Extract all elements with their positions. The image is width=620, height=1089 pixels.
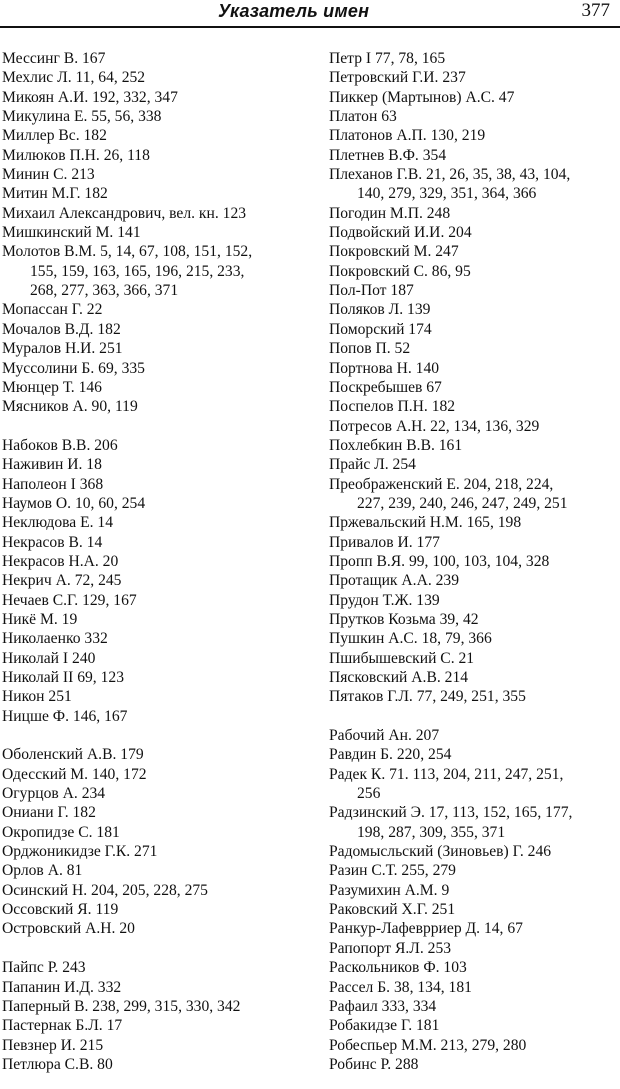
index-entry-continuation: 227, 239, 240, 246, 247, 249, 251 [357,494,568,512]
index-entry-line: Пржевальский Н.М. 165, 198 [329,514,522,532]
index-entry [329,765,619,804]
index-entry [2,1055,302,1074]
index-entry [2,165,302,184]
index-entry [329,262,619,281]
index-entry-line: Привалов И. 177 [329,533,440,551]
index-entry [2,687,302,706]
index-entry-line: Робакидзе Г. 181 [329,1017,440,1035]
index-entry-line: Наполеон I 368 [2,475,104,493]
index-column-right [329,49,619,1074]
index-entry-line: Поморский 174 [329,320,432,338]
index-entry-line: Набоков В.В. 206 [2,436,118,454]
index-entry-line: Разумихин А.М. 9 [329,881,450,899]
index-entry [329,1016,619,1035]
index-entry [2,881,302,900]
index-entry [329,668,619,687]
index-entry-line: Преображенский Е. 204, 218, 224, [329,475,554,493]
index-entry-line: Нечаев С.Г. 129, 167 [2,591,137,609]
index-entry [329,591,619,610]
index-entry-line: Поляков Л. 139 [329,301,431,319]
index-entry-line: Орлов А. 81 [2,862,83,880]
index-entry-line: Пшибышевский С. 21 [329,649,475,667]
index-entry [329,610,619,629]
index-entry [329,417,619,436]
index-entry-line: Рабочий Ан. 207 [329,727,440,745]
index-entry-line: Пайпс Р. 243 [2,959,86,977]
index-entry [2,784,302,803]
index-entry [2,919,302,938]
index-entry [2,842,302,861]
index-entry-line: Оболенский А.В. 179 [2,746,144,764]
index-entry-line: Пропп В.Я. 99, 100, 103, 104, 328 [329,552,550,570]
index-entry [329,223,619,242]
index-entry-line: Пушкин А.С. 18, 79, 366 [329,630,492,648]
index-entry [329,49,619,68]
index-entry-line: Раковский Х.Г. 251 [329,901,456,919]
index-entry-line: Папанин И.Д. 332 [2,978,122,996]
index-column-left [2,49,302,1074]
index-entry [329,320,619,339]
index-entry-line: Мочалов В.Д. 182 [2,320,121,338]
index-entry-line: Мишкинский М. 141 [2,224,141,242]
index-entry [329,242,619,261]
index-entry [329,455,619,474]
index-entry-line: Мопассан Г. 22 [2,301,103,319]
index-entry [2,146,302,165]
index-entry-line: Михаил Александрович, вел. кн. 123 [2,204,247,222]
index-entry-line: Разин С.Т. 255, 279 [329,862,456,880]
index-entry [2,242,302,300]
index-entry [329,204,619,223]
index-entry [2,1016,302,1035]
index-entry [329,939,619,958]
index-entry-line: Неклюдова Е. 14 [2,514,114,532]
index-entry [329,513,619,532]
index-entry [2,107,302,126]
letter-group-gap [2,726,302,745]
index-entry-line: Муралов Н.И. 251 [2,340,123,358]
index-entry [329,726,619,745]
index-entry-line: Портнова Н. 140 [329,359,440,377]
index-entry [2,49,302,68]
index-entry [329,436,619,455]
index-entry [329,1036,619,1055]
index-entry [2,88,302,107]
index-entry [2,978,302,997]
index-entry-line: Митин М.Г. 182 [2,185,108,203]
running-head [0,0,620,34]
index-entry-line: Покровский С. 86, 95 [329,262,471,280]
index-entry-line: Микулина Е. 55, 56, 338 [2,108,162,126]
index-entry [2,591,302,610]
index-entry-line: Подвойский И.И. 204 [329,224,472,242]
index-entry-line: Петлюра С.В. 80 [2,1055,113,1073]
index-entry-line: Мясников А. 90, 119 [2,398,138,416]
index-entry-line: Робинс Р. 288 [329,1055,419,1073]
index-entry-line: Пиккер (Мартынов) А.С. 47 [329,88,515,106]
index-entry [2,958,302,977]
index-entry-line: Платонов А.П. 130, 219 [329,127,486,145]
index-entry [329,126,619,145]
index-entry-line: Попов П. 52 [329,340,411,358]
index-entry-line: Поспелов П.Н. 182 [329,398,456,416]
index-entry [2,765,302,784]
index-entry-line: Похлебкин В.В. 161 [329,436,463,454]
index-entry-line: Плетнев В.Ф. 354 [329,146,447,164]
index-entry [2,339,302,358]
index-entry-line: Равдин Б. 220, 254 [329,746,452,764]
index-entry-line: Пясковский А.В. 214 [329,669,469,686]
index-entry [329,146,619,165]
index-entry-line: Ониани Г. 182 [2,804,96,822]
index-entry [2,533,302,552]
index-entry-line: Молотов В.М. 5, 14, 67, 108, 151, 152, [2,243,253,261]
index-entry [2,455,302,474]
index-entry [2,629,302,648]
index-entry [329,629,619,648]
index-entry-line: Мессинг В. 167 [2,50,106,67]
index-entry-line: Мюнцер Т. 146 [2,378,102,396]
index-entry [2,823,302,842]
index-entry-line: Потресов А.Н. 22, 134, 136, 329 [329,417,540,435]
index-entry-line: Петр I 77, 78, 165 [329,50,446,67]
index-entry [329,107,619,126]
index-entry [2,513,302,532]
index-entry-line: Плеханов Г.В. 21, 26, 35, 38, 43, 104, [329,166,571,184]
letter-group-gap [2,939,302,958]
index-entry [2,610,302,629]
index-entry [329,397,619,416]
index-entry-line: Рассел Б. 38, 134, 181 [329,978,472,996]
index-entry [2,184,302,203]
index-entry [2,126,302,145]
index-entry-line: Муссолини Б. 69, 335 [2,359,145,377]
index-entry [329,475,619,514]
index-entry-line: Рапопорт Я.Л. 253 [329,939,452,957]
index-entry [329,997,619,1016]
index-entry-line: Покровский М. 247 [329,243,459,261]
index-entry [2,1036,302,1055]
index-entry-line: Микоян А.И. 192, 332, 347 [2,88,178,106]
index-entry-line: Некрич А. 72, 245 [2,572,122,590]
index-entry-line: Платон 63 [329,108,397,126]
index-entry-line: Некрасов Н.А. 20 [2,552,119,570]
index-entry-line: Миллер Вс. 182 [2,127,107,145]
index-entry-line: Прудон Т.Ж. 139 [329,591,440,609]
index-entry [329,281,619,300]
page-number: 377 [581,0,610,21]
index-entry [329,687,619,706]
index-entry-line: Огурцов А. 234 [2,785,106,803]
index-entry-line: Радзинский Э. 17, 113, 152, 165, 177, [329,804,573,822]
index-entry [329,649,619,668]
index-entry [2,668,302,687]
index-entry-line: Прутков Козьма 39, 42 [329,610,479,628]
index-entry-line: Раскольников Ф. 103 [329,959,467,977]
index-entry-line: Пастернак Б.Л. 17 [2,1017,123,1035]
index-entry [2,359,302,378]
index-entry [2,223,302,242]
index-entry-continuation: 140, 279, 329, 351, 364, 366 [357,185,537,203]
index-entry-line: Пятаков Г.Л. 77, 249, 251, 355 [329,688,526,706]
index-entry-line: Пол-Пот 187 [329,282,414,300]
index-entry [329,900,619,919]
index-entry [329,842,619,861]
index-entry [329,378,619,397]
index-entry [2,649,302,668]
index-entry [329,745,619,764]
index-entry [329,1055,619,1074]
index-entry [329,339,619,358]
index-entry [329,552,619,571]
index-entry [2,300,302,319]
index-entry-line: Орджоникидзе Г.К. 271 [2,843,158,861]
index-entry-line: Радек К. 71. 113, 204, 211, 247, 251, [329,765,564,783]
index-entry-line: Петровский Г.И. 237 [329,69,466,87]
index-entry-line: Рафаил 333, 334 [329,997,437,1015]
index-entry [2,861,302,880]
index-entry-line: Некрасов В. 14 [2,533,103,551]
index-entry-continuation: 198, 287, 309, 355, 371 [357,823,506,841]
index-entry [329,978,619,997]
index-entry-line: Наживин И. 18 [2,456,102,474]
index-entry-line: Протащик А.А. 239 [329,572,460,590]
index-entry [2,68,302,87]
index-entry-line: Минин С. 213 [2,166,95,184]
index-entry [329,68,619,87]
index-entry-line: Милюков П.Н. 26, 118 [2,146,150,164]
index-entry [2,803,302,822]
index-entry-line: Мехлис Л. 11, 64, 252 [2,69,146,87]
index-entry-line: Островский А.Н. 20 [2,920,135,938]
index-entry [329,533,619,552]
index-entry [2,707,302,726]
index-entry-line: Робеспьер М.М. 213, 279, 280 [329,1036,527,1054]
index-entry [329,571,619,590]
running-head-title: Указатель имен [218,1,370,21]
index-entry [2,997,302,1016]
index-entry-line: Ницше Ф. 146, 167 [2,707,128,725]
header-rule [0,26,620,28]
index-entry [2,900,302,919]
index-entry [2,397,302,416]
index-entry [2,745,302,764]
index-entry-line: Николай I 240 [2,649,96,667]
index-entry-line: Окропидзе С. 181 [2,823,120,841]
index-entry-line: Никё М. 19 [2,610,78,628]
index-entry [329,300,619,319]
index-entry-line: Паперный В. 238, 299, 315, 330, 342 [2,997,241,1015]
index-entry-continuation: 268, 277, 363, 366, 371 [30,282,179,300]
index-entry-line: Певзнер И. 215 [2,1036,104,1054]
index-entry-line: Никон 251 [2,688,72,706]
index-entry-line: Оссовский Я. 119 [2,901,119,919]
index-entry [329,919,619,938]
index-entry [2,475,302,494]
index-entry-continuation: 256 [357,785,381,803]
index-entry [2,320,302,339]
index-entry [2,571,302,590]
index-entry [329,861,619,880]
letter-group-gap [2,417,302,436]
index-entry-line: Одесский М. 140, 172 [2,765,147,783]
index-entry [329,958,619,977]
index-entry-line: Николай II 69, 123 [2,669,124,686]
index-entry-line: Прайс Л. 254 [329,456,416,474]
letter-group-gap [329,707,619,726]
index-entry [329,165,619,204]
index-entry-line: Радомысльский (Зиновьев) Г. 246 [329,843,552,861]
index-entry [329,881,619,900]
index-entry [2,494,302,513]
index-entry [329,88,619,107]
index-entry-line: Осинский Н. 204, 205, 228, 275 [2,881,208,899]
index-entry [2,378,302,397]
index-entry [329,359,619,378]
index-entry-continuation: 155, 159, 163, 165, 196, 215, 233, [30,262,245,280]
index-entry [2,552,302,571]
index-entry-line: Николаенко 332 [2,630,108,648]
index-entry [2,436,302,455]
index-entry-line: Наумов О. 10, 60, 254 [2,494,146,512]
index-entry [2,204,302,223]
index-entry-line: Погодин М.П. 248 [329,204,451,222]
index-entry-line: Поскребышев 67 [329,378,442,396]
index-entry-line: Ранкур-Лафеврриер Д. 14, 67 [329,920,523,938]
index-entry [329,803,619,842]
